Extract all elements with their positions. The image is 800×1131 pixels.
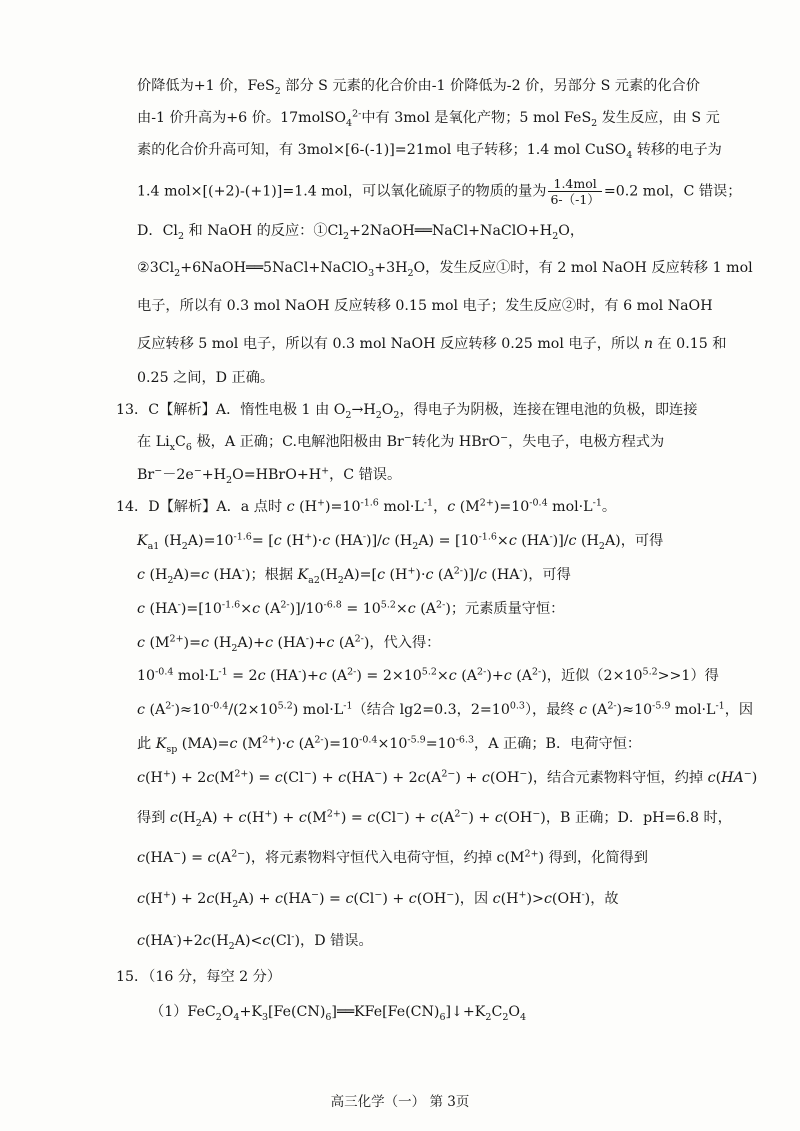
text-line: $c(H^+) + 2c(M^{2+}) = c(Cl^-) + c(HA^-) + 2c(A^{2-}) + c(OH^-)$，结合元素物料守恒，约掉 c(HA−) <box>137 768 758 786</box>
text-line: $c(H^+) + 2c(H_2A) + c(HA^-) = c(Cl^-) + c(OH^-)$，因 c(H+)>c(OH-)，故 <box>137 889 619 910</box>
text-line: 1.4 mol×[(+2)-(+1)]=1.4 mol，可以氧化硫原子的物质的量为 $\frac{\text{1.4mol}}{6-(-1)}$ =0.2 mol，C 错误； <box>137 176 742 207</box>
text-line: 在 $Li_xC_6$ 极，A 正确；C.电解池阳极由 Br−转化为 HBrO−，失电子，电极方程式为 <box>137 432 665 453</box>
text-line: $10^{-0.4}$ $mol\cdot L^{-1} = 2c$ (HA-)+c $(A^{2-}) = 2\times 10^{5.2}\times c$ $(A^{2-})+c$ $(A^{2-})$，近似$(2\times 10^{5.2}>>1)$得 <box>137 666 719 684</box>
text-line: D．$Cl_2$ 和 NaOH 的反应：$①Cl_2+2NaOH══NaCl+NaClO+H_2O$， <box>137 223 585 242</box>
text-line: c $(H_2A)=c$ (HA-)；根据 $K_{a2}(H_2A)=[c$ (H+)·c $(A^{2-})]/c$ (HA-)，可得 <box>137 565 571 586</box>
page-footer: 高三化学（一） 第 3页 <box>330 1094 470 1110</box>
text-line: $②3Cl_2+6NaOH══5NaCl+NaClO_3+3H_2O$，发生反应①时，有 2 mol NaOH 反应转移 1 mol <box>137 260 753 279</box>
text-line: c $(A^{2-})\approx 10^{-0.4}/(2\times 10^{5.2})$ $mol\cdot L^{-1}$（结合 lg2=0.3，$2=10^{0.3}$），最终 c $(A^{2-})\approx 10^{-5.9}$ $mol\cdot L^{-1}$，因 <box>137 700 754 718</box>
text-line: 电子，所以有 0.3 mol NaOH 反应转移 0.15 mol 电子；发生反应②时，有 6 mol NaOH <box>137 298 713 314</box>
item-13-heading: 13．C【解析】A．惰性电极 1 由 $O_2\to H_2O_2$，得电子为阴极，连接在锂电池的负极，即连接 <box>116 402 698 421</box>
text-line: 由-1 价升高为+6 价。17molSO$_4^{2-}$中有 3mol 是氧化产物；5 mol FeS$_2$ 发生反应，由 S 元 <box>137 108 720 129</box>
text-line: c $(M^{2+})=c$ $(H_2A)+c$ (HA-)+c $(A^{2-})$，代入得： <box>137 633 441 654</box>
text-line: $(1)FeC_2O_4+K_3[Fe(CN)_6]══KFe[Fe(CN)_6]↓+K_2C_2O_4$ <box>150 1004 527 1023</box>
text-line: $c(HA^-)+2c(H_2A)<c(Cl^-)$，D 错误。 <box>137 931 373 952</box>
text-line: $c(HA^-) = c(A^{2-})$，将元素物料守恒代入电荷守恒，约掉 $c(M^{2+})$ 得到，化简得到 <box>137 848 648 866</box>
text-line: c $(HA^-)=[10^{-1.6}\times c$ $(A^{2-})]/10^{-6.8} = 10^{5.2}\times c$ $(A^{2-})$；元素质量守恒： <box>137 599 565 617</box>
text-line: 价降低为+1 价，FeS$_2$ 部分 S 元素的化合价由-1 价降低为-2 价，另部分 S 元素的化合价 <box>137 78 700 97</box>
text-line: $Br^--2e^-+H_2O=HBrO+H^+$，C 错误。 <box>137 465 402 486</box>
text-line: 此 $K_{sp}$ (MA)=c $(M^{2+})\cdot c$ $(A^{2-})=10^{-0.4}\times 10^{-5.9}=10^{-6.3}$，A 正确；B．电荷守恒： <box>137 734 642 755</box>
text-line: $K_{a1}$ $(H_2A)=10^{-1.6}= [c$ (H+)·c (HA-)]/c $(H_2A) = [10^{-1.6}\times c$ (HA-)]/c $(H_2A)$，可得 <box>137 531 664 552</box>
text-line: 反应转移 5 mol 电子，所以有 0.3 mol NaOH 反应转移 0.25 mol 电子，所以 n 在 0.15 和 <box>137 336 727 352</box>
text-line: 素的化合价升高可知，有 3mol×[6-(-1)]=21mol 电子转移；1.4 mol CuSO$_4$ 转移的电子为 <box>137 142 722 161</box>
item-15-heading: 15．（16 分，每空 2 分） <box>116 969 282 985</box>
item-14-heading: 14．D【解析】A．a 点时 c $(H^+)=10^{-1.6}$ $mol\cdot L^{-1}$，c $(M^{2+})=10^{-0.4}$ $mol\cdot L^{-1}$。 <box>116 497 617 515</box>
text-line: 0.25 之间，D 正确。 <box>137 370 275 386</box>
text-line: 得到 $c(H_2A) + c(H^+) + c(M^{2+}) = c(Cl^-) + c(A^{2-}) + c(OH^-)$，B 正确；D．pH=6.8 时， <box>137 808 732 829</box>
